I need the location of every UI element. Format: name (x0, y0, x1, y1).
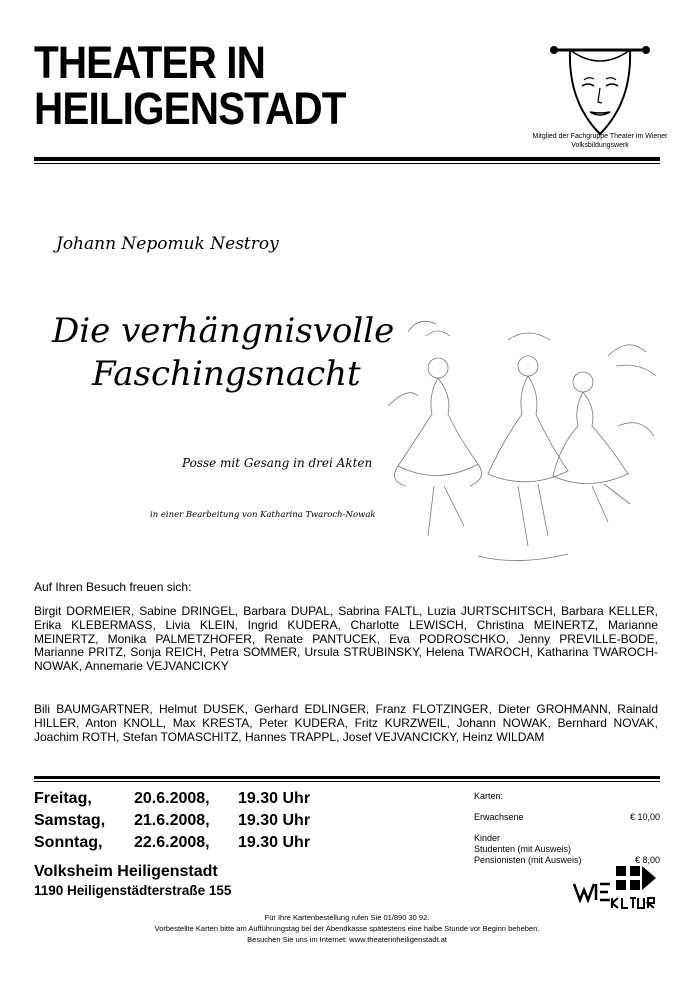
theater-title-line1: THEATER IN (34, 37, 266, 88)
play-title-line1: Die verhängnisvolle (52, 311, 395, 351)
membership-note: Mitglied der Fachgruppe Theater im Wiener Volksbildungswerk (532, 133, 668, 149)
ticket-label: Kinder (474, 833, 501, 843)
ticket-price: € 8,00 (634, 855, 660, 865)
performance-date: 21.6.2008, (134, 812, 210, 829)
dates-rule-thick (34, 776, 660, 779)
performance-date: 22.6.2008, (134, 834, 210, 851)
theater-mask-icon (548, 42, 652, 142)
footer (34, 912, 660, 945)
header-rule-thick (34, 157, 660, 161)
play-subtitle: Posse mit Gesang in drei Akten (182, 456, 373, 470)
tickets-heading: Karten: (474, 791, 504, 801)
theater-title-line2: HEILIGENSTADT (34, 83, 346, 134)
performance-time: 19.30 Uhr (238, 812, 311, 829)
cast-men: Bili BAUMGARTNER, Helmut DUSEK, Gerhard EDLINGER, Franz FLOTZINGER, Dieter GROHMANN, Rainald HILLER, Anton KNOLL, Max KRESTA, Peter KUDERA, Fritz KURZWEIL, Johann NOWAK, Bernhard NOVAK, Joachim ROTH, Stefan TOMASCHITZ, Hannes TRAPPL, Josef VEJVANCICKY, Heinz WILDAM (34, 702, 658, 744)
dancers-illustration (378, 296, 660, 574)
play-title (52, 310, 394, 396)
venue (34, 862, 231, 900)
performance-row (34, 788, 310, 810)
theater-title (34, 37, 346, 134)
performance-day: Samstag, (34, 812, 106, 829)
ticket-prices (474, 791, 660, 866)
venue-address: 1190 Heiligenstädterstraße 155 (34, 883, 232, 898)
ticket-label: Pensionisten (mit Ausweis) (474, 855, 582, 865)
play-adaptation: in einer Bearbeitung von Katharina Twaroch-Nowak (150, 510, 376, 520)
wien-kultur-logo (572, 864, 658, 910)
play-title-line2: Faschingsnacht (92, 354, 361, 394)
header-rule-thin (34, 163, 660, 164)
play-author: Johann Nepomuk Nestroy (56, 234, 279, 254)
performance-day: Freitag, (34, 790, 92, 807)
cast-women: Birgit DORMEIER, Sabine DRINGEL, Barbara DUPAL, Sabrina FALTL, Luzia JURTSCHITSCH, Barbara KELLER, Erika KLEBERMASS, Livia KLEIN, Ingrid KUDERA, Charlotte LEWISCH, Christina MEINERTZ, Marianne MEINERTZ, Monika PALMETZHOFER, Renate PANTUCEK, Eva PODROSCHKO, Jenny PREVILLE-BODE, Marianne PRITZ, Sonja REICH, Petra SOMMER, Ursula STRUBINSKY, Helena TWAROCH, Katharina TWAROCH-NOWAK, Annemarie VEJVANCICKY (34, 604, 658, 674)
performance-dates (34, 788, 310, 854)
performance-time: 19.30 Uhr (238, 834, 311, 851)
ticket-row-adult (474, 812, 660, 823)
footer-phone: Für Ihre Kartenbestellung rufen Sie 01/890 30 92. (264, 913, 430, 922)
venue-name: Volksheim Heiligenstadt (34, 863, 218, 880)
performance-day: Sonntag, (34, 834, 103, 851)
ticket-label: Studenten (mit Ausweis) (474, 844, 572, 854)
performance-date: 20.6.2008, (134, 790, 210, 807)
performance-time: 19.30 Uhr (238, 790, 311, 807)
ticket-label: Erwachsene (474, 812, 524, 822)
footer-website: Besuchen Sie uns im Internet: www.theaterinheiligenstadt.at (247, 935, 447, 944)
ticket-price: € 10,00 (629, 812, 660, 822)
footer-pickup: Vorbestellte Karten bitte am Aufführungstag bei der Abendkasse spätestens eine halbe Stunde vor Beginn beheben. (154, 924, 540, 933)
performance-row (34, 810, 310, 832)
cast-intro: Auf Ihren Besuch freuen sich: (34, 580, 192, 594)
dates-rule-thin (34, 781, 660, 782)
performance-row (34, 832, 310, 854)
